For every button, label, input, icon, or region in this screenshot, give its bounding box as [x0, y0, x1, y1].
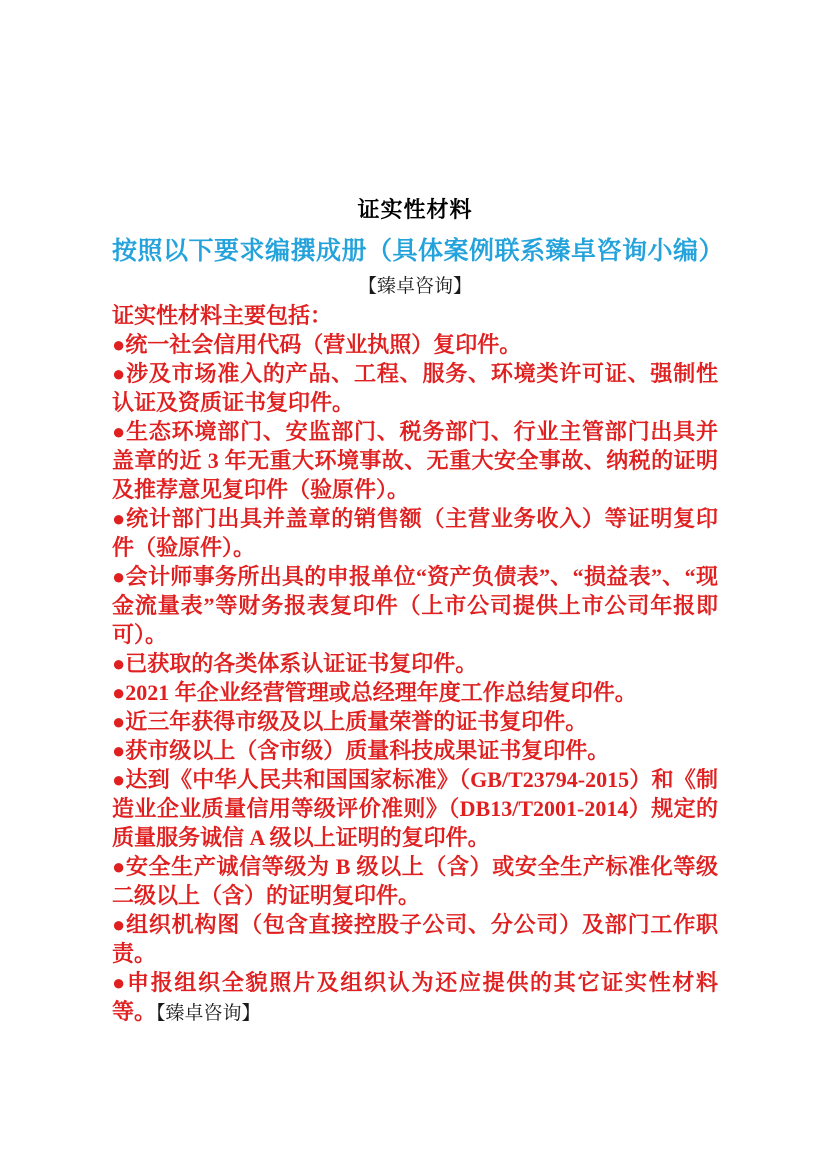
item-text: 获市级以上（含市级）质量科技成果证书复印件。 [125, 738, 610, 763]
bullet-icon: ● [112, 854, 126, 879]
list-item [112, 359, 718, 417]
bullet-list [112, 301, 718, 1028]
item-text: 2021 年企业经营管理或总经理年度工作总结复印件。 [125, 680, 637, 705]
item-text: 会计师事务所出具的申报单位“资产负债表”、“损益表”、“现金流量表”等财务报表复印件（上市公司提供上市公司年报即可）。 [112, 564, 718, 647]
item-text: 已获取的各类体系认证证书复印件。 [125, 651, 478, 676]
bullet-icon: ● [112, 419, 127, 444]
item-text: 组织机构图（包含直接控股子公司、分公司）及部门工作职责。 [112, 912, 718, 966]
bullet-icon: ● [112, 738, 126, 763]
closing-item [112, 968, 718, 1028]
document-content [112, 195, 725, 1028]
bullet-icon: ● [112, 970, 127, 995]
bullet-icon: ● [112, 680, 126, 705]
bullet-icon: ● [112, 709, 126, 734]
doc-subheading: 【臻卓咨询】 [357, 276, 472, 297]
list-item [112, 330, 718, 359]
item-text: 达到《中华人民共和国国家标准》（GB/T23794-2015）和《制造业企业质量信用等级评价准则》（DB13/T2001-2014）规定的质量服务诚信 A 级以上证明的复印件。 [112, 767, 718, 850]
bullet-icon: ● [112, 767, 126, 792]
list-item [112, 417, 718, 504]
bullet-icon: ● [112, 361, 127, 386]
page-title: 证实性材料 [357, 197, 473, 222]
list-item [112, 910, 718, 968]
list-item [112, 852, 718, 910]
item-text: 统一社会信用代码（营业执照）复印件。 [125, 332, 522, 357]
list-item [112, 504, 718, 562]
item-text: 近三年获得市级及以上质量荣誉的证书复印件。 [125, 709, 588, 734]
item-text: 生态环境部门、安监部门、税务部门、行业主管部门出具并盖章的近 3 年无重大环境事故、无重大安全事故、纳税的证明及推荐意见复印件（验原件）。 [112, 419, 718, 502]
list-item [112, 765, 718, 852]
item-text: 统计部门出具并盖章的销售额（主营业务收入）等证明复印件（验原件）。 [112, 506, 718, 560]
list-item [112, 707, 718, 736]
bullet-icon: ● [112, 651, 126, 676]
bullet-icon: ● [112, 912, 127, 937]
bullet-icon: ● [112, 332, 126, 357]
bullet-icon: ● [112, 564, 126, 589]
item-text: 涉及市场准入的产品、工程、服务、环境类许可证、强制性认证及资质证书复印件。 [112, 361, 718, 415]
list-item [112, 678, 718, 707]
bullet-icon: ● [112, 506, 127, 531]
item-text: 安全生产诚信等级为 B 级以上（含）或安全生产标准化等级二级以上（含）的证明复印件。 [112, 854, 718, 908]
intro-line: 证实性材料主要包括： [112, 303, 333, 328]
closing-text: 申报组织全貌照片及组织认为还应提供的其它证实性材料等。 [112, 970, 718, 1024]
doc-heading: 按照以下要求编撰成册（具体案例联系臻卓咨询小编） [112, 238, 725, 265]
list-item [112, 562, 718, 649]
list-item [112, 736, 718, 765]
closing-suffix: 【臻卓咨询】 [156, 1003, 261, 1024]
list-item [112, 649, 718, 678]
